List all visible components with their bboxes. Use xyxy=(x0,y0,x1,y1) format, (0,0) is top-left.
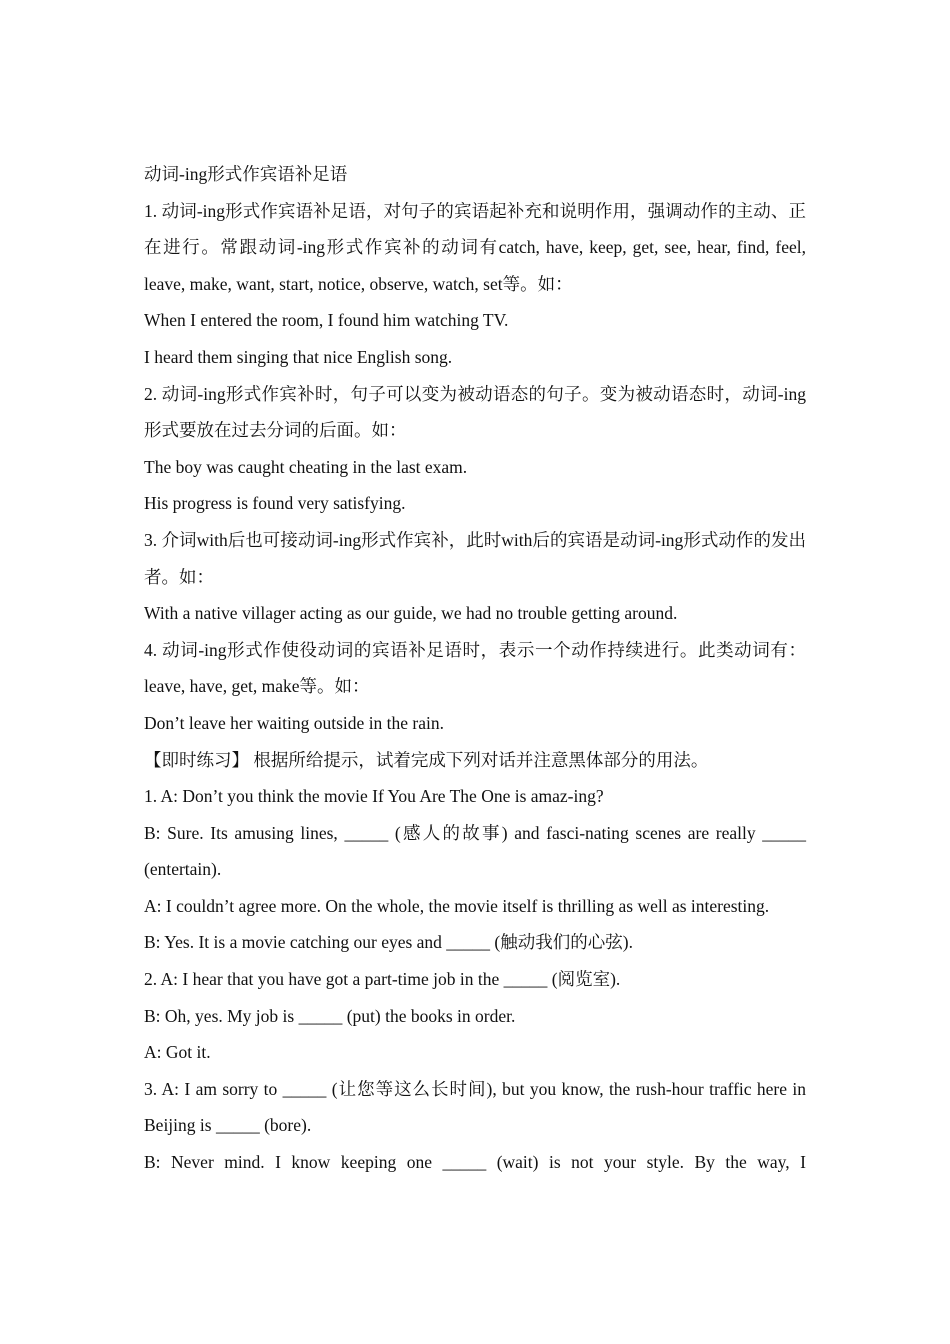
question-1d: B: Yes. It is a movie catching our eyes and _____ (触动我们的心弦). xyxy=(144,932,633,953)
example-1b: I heard them singing that nice English song. xyxy=(144,346,453,367)
example-2b: His progress is found very satisfying. xyxy=(144,493,406,514)
section-heading: 动词-ing形式作宾语补足语 xyxy=(144,164,348,184)
rule-3: 3. 介词with后也可接动词-ing形式作宾补，此时with后的宾语是动词-ing形式动作的发出者。如： xyxy=(144,529,806,587)
practice-title: 【即时练习】 根据所给提示，试着完成下列对话并注意黑体部分的用法。 xyxy=(144,749,709,770)
rule-4: 4. 动词-ing形式作使役动词的宾语补足语时，表示一个动作持续进行。此类动词有：leave, have, get, make等。如： xyxy=(144,639,806,697)
example-1a: When I entered the room, I found him watching TV. xyxy=(144,310,509,331)
question-1b: B: Sure. Its amusing lines, _____ (感人的故事) and fasci-nating scenes are really _____ (entertain). xyxy=(144,822,806,880)
example-4: Don’t leave her waiting outside in the rain. xyxy=(144,712,445,733)
question-2b: B: Oh, yes. My job is _____ (put) the books in order. xyxy=(144,1005,516,1026)
question-3a: 3. A: I am sorry to _____ (让您等这么长时间), but you know, the rush-hour traffic here in Beijing is _____ (bore). xyxy=(144,1078,806,1136)
question-2c: A: Got it. xyxy=(144,1042,211,1063)
question-1c: A: I couldn’t agree more. On the whole, the movie itself is thrilling as well as interesting. xyxy=(144,895,770,916)
question-3b: B: Never mind. I know keeping one _____ (wait) is not your style. By the way, I xyxy=(144,1152,806,1173)
question-1a: 1. A: Don’t you think the movie If You Are The One is amaz-ing? xyxy=(144,786,604,807)
example-2a: The boy was caught cheating in the last exam. xyxy=(144,456,468,477)
rule-1: 1. 动词-ing形式作宾语补足语，对句子的宾语起补充和说明作用，强调动作的主动、正在进行。常跟动词-ing形式作宾补的动词有catch, have, keep, get, see, hear, find, feel, leave, make, want, start, notice, observe, watch, set等。如： xyxy=(144,200,806,294)
question-2a: 2. A: I hear that you have got a part-time job in the _____ (阅览室). xyxy=(144,969,621,990)
document-page xyxy=(144,156,806,1181)
example-3: With a native villager acting as our guide, we had no trouble getting around. xyxy=(144,603,678,624)
rule-2: 2. 动词-ing形式作宾补时，句子可以变为被动语态的句子。变为被动语态时，动词-ing形式要放在过去分词的后面。如： xyxy=(144,383,806,441)
